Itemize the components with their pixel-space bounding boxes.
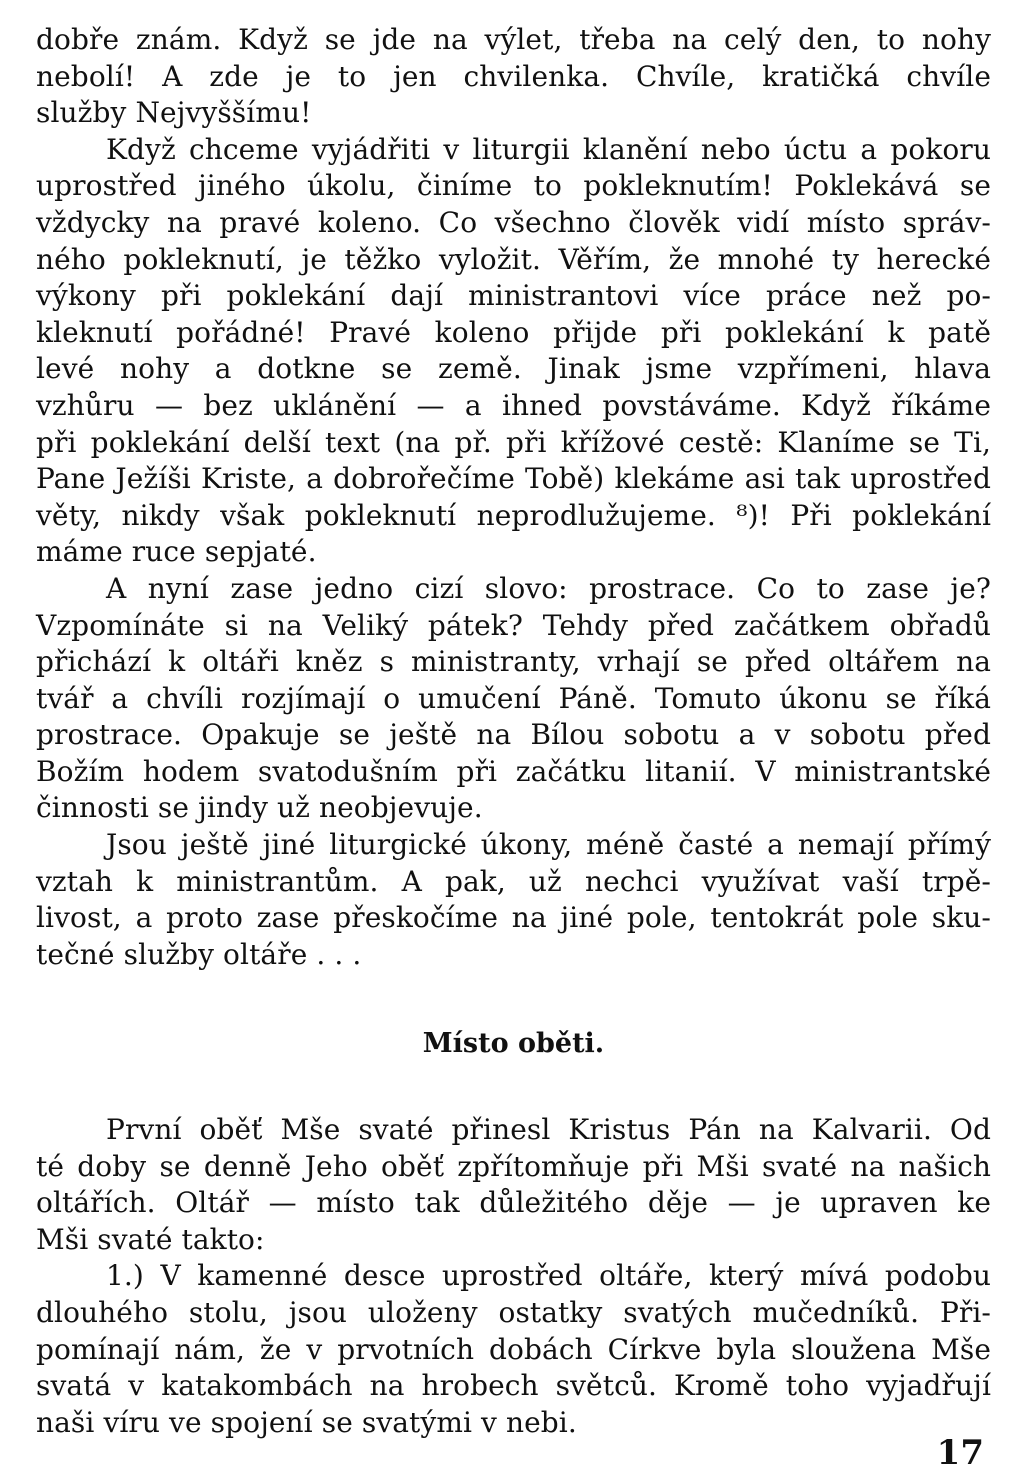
text-line: máme ruce sepjaté. — [36, 535, 317, 569]
text-line: pomínají nám, že v prvotních dobách Církve byla sloužena Mše — [36, 1332, 991, 1366]
text-line: Vzpomínáte si na Veliký pátek? Tehdy před začátkem obřadů — [36, 608, 991, 642]
page-number: 17 — [936, 1433, 984, 1473]
text-line: Božím hodem svatodušním při začátku litanií. V ministrantské — [36, 754, 991, 788]
text-line: výkony při poklekání dají ministrantovi více práce než po- — [36, 279, 991, 313]
text-line: dobře znám. Když se jde na výlet, třeba na celý den, to nohy — [36, 23, 991, 56]
text-line: vzhůru — bez uklánění — a ihned povstáváme. Když říkáme — [36, 388, 991, 422]
text-line: První oběť Mše svaté přinesl Kristus Pán na Kalvarii. Od — [106, 1113, 991, 1147]
text-line: věty, nikdy však pokleknutí neprodlužujeme. ⁸)! Při poklekání — [36, 498, 991, 532]
text-line: svatá v katakombách na hrobech světců. Kromě toho vyjadřují — [36, 1369, 991, 1403]
text-block-after-heading — [36, 1112, 991, 1441]
text-line: přichází k oltáři kněz s ministranty, vrhají se před oltářem na — [36, 645, 991, 679]
text-line: vždycky na pravé koleno. Co všechno člověk vidí místo správ- — [36, 205, 991, 239]
text-block-before-heading — [36, 22, 991, 973]
text-line: dlouhého stolu, jsou uloženy ostatky svatých mučedníků. Při- — [36, 1296, 991, 1329]
text-line: 1.) V kamenné desce uprostřed oltáře, který mívá podobu — [106, 1259, 991, 1293]
text-line: Jsou ještě jiné liturgické úkony, méně časté a nemají přímý — [106, 828, 991, 862]
text-line: té doby se denně Jeho oběť zpřítomňuje při Mši svaté na našich — [36, 1149, 991, 1183]
text-line: livost, a proto zase přeskočíme na jiné pole, tentokrát pole sku- — [36, 901, 991, 935]
text-line: vztah k ministrantům. A pak, už nechci využívat vaší trpě- — [36, 864, 991, 898]
text-line: naši víru ve spojení se svatými v nebi. — [36, 1405, 577, 1439]
text-line: oltářích. Oltář — místo tak důležitého děje — je upraven ke — [36, 1186, 991, 1220]
text-line: při poklekání delší text (na př. při křížové cestě: Klaníme se Ti, — [36, 425, 991, 459]
text-line: Pane Ježíši Kriste, a dobrořečíme Tobě) klekáme asi tak uprostřed — [36, 462, 991, 496]
text-line: nebolí! A zde je to jen chvilenka. Chvíle, kratičká chvíle — [36, 59, 991, 93]
text-line: ného pokleknutí, je těžko vyložit. Věřím, že mnohé ty herecké — [36, 242, 991, 276]
text-line: prostrace. Opakuje se ještě na Bílou sobotu a v sobotu před — [36, 718, 991, 752]
book-page — [36, 22, 991, 1441]
text-line: A nyní zase jedno cizí slovo: prostrace. Co to zase je? — [106, 571, 991, 605]
text-line: Mši svaté takto: — [36, 1222, 265, 1256]
text-line: levé nohy a dotkne se země. Jinak jsme vzpřímeni, hlava — [36, 352, 991, 386]
text-line: tvář a chvíli rozjímají o umučení Páně. Tomuto úkonu se říká — [36, 681, 991, 715]
text-line: kleknutí pořádné! Pravé koleno přijde při poklekání k patě — [36, 315, 991, 349]
text-line: služby Nejvyššímu! — [36, 96, 312, 130]
text-line: tečné služby oltáře . . . — [36, 937, 362, 971]
text-line: činnosti se jindy už neobjevuje. — [36, 791, 483, 825]
text-line: Když chceme vyjádřiti v liturgii klanění nebo úctu a pokoru — [106, 132, 991, 166]
section-heading: Místo oběti. — [422, 1028, 605, 1060]
text-line: uprostřed jiného úkolu, činíme to pokleknutím! Poklekává se — [36, 169, 991, 203]
